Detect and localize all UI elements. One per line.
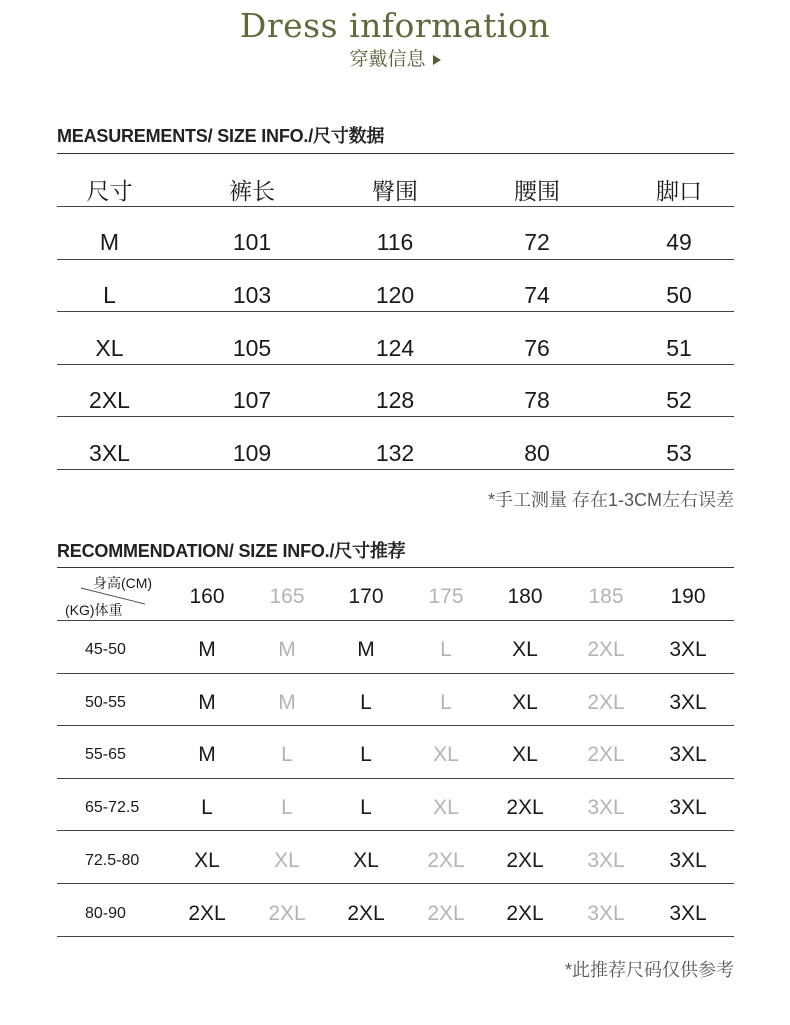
size-cell: 2XL [347, 902, 385, 925]
table-row [57, 322, 734, 374]
row-divider [57, 883, 734, 884]
height-axis-label: 身高(CM) [93, 575, 153, 591]
value-cell: 49 [666, 228, 692, 255]
size-cell: M [198, 691, 216, 714]
size-cell: L [281, 743, 293, 766]
value-cell: 78 [524, 386, 550, 413]
size-cell: 2XL [89, 386, 130, 413]
value-cell: 120 [375, 281, 415, 308]
size-cell: 3XL [587, 849, 625, 872]
value-cell: 128 [375, 386, 415, 413]
table-row [57, 782, 734, 834]
size-cell: 2XL [427, 849, 465, 872]
size-cell: L [201, 796, 213, 819]
size-cell: 3XL [669, 796, 707, 819]
size-cell: XL [353, 849, 379, 872]
size-cell: M [99, 228, 120, 255]
weight-cell: 45-50 [85, 641, 126, 658]
size-cell: 3XL [89, 439, 130, 466]
value-cell: 72 [524, 228, 550, 255]
size-cell: 2XL [587, 743, 625, 766]
column-header: 脚口 [656, 177, 702, 204]
table-row [57, 427, 734, 479]
size-cell: 3XL [669, 902, 707, 925]
size-cell: 2XL [188, 902, 226, 925]
row-divider [57, 364, 734, 365]
value-cell: 109 [232, 439, 272, 466]
value-cell: 80 [524, 439, 550, 466]
size-cell: M [198, 743, 216, 766]
size-cell: XL [433, 796, 459, 819]
row-divider [57, 620, 734, 621]
size-cell: XL [274, 849, 300, 872]
measurements-note: *手工测量 存在1-3CM左右误差 [487, 490, 734, 510]
height-header: 180 [507, 585, 543, 608]
value-cell: 76 [524, 334, 550, 361]
size-cell: XL [95, 334, 124, 361]
size-cell: 2XL [427, 902, 465, 925]
weight-cell: 65-72.5 [85, 799, 140, 816]
size-cell: 2XL [587, 691, 625, 714]
value-cell: 52 [666, 386, 692, 413]
recommendation-header-row [57, 570, 734, 624]
size-cell: L [281, 796, 293, 819]
column-header: 臀围 [372, 177, 418, 204]
value-cell: 124 [375, 334, 415, 361]
size-cell: XL [512, 691, 538, 714]
height-header: 160 [189, 585, 225, 608]
row-divider [57, 673, 734, 674]
row-divider [57, 936, 734, 937]
row-divider [57, 469, 734, 470]
size-cell: XL [433, 743, 459, 766]
size-cell: L [440, 638, 452, 661]
size-cell: M [357, 638, 375, 661]
size-cell: 3XL [587, 902, 625, 925]
measurements-top-rule [57, 153, 734, 154]
size-cell: 2XL [506, 796, 544, 819]
size-cell: 2XL [587, 638, 625, 661]
row-divider [57, 259, 734, 260]
size-cell: XL [512, 638, 538, 661]
value-cell: 105 [232, 334, 272, 361]
row-divider [57, 778, 734, 779]
row-divider [57, 830, 734, 831]
size-cell: 3XL [669, 691, 707, 714]
table-row [57, 624, 734, 676]
table-row [57, 888, 734, 940]
recommendation-top-rule [57, 567, 734, 568]
table-row [57, 835, 734, 887]
height-header: 165 [269, 585, 305, 608]
height-header: 185 [588, 585, 624, 608]
measurements-header-row [57, 163, 734, 215]
weight-cell: 55-65 [85, 746, 126, 763]
weight-cell: 50-55 [85, 694, 126, 711]
row-divider [57, 725, 734, 726]
size-cell: 3XL [587, 796, 625, 819]
size-cell: M [278, 638, 296, 661]
recommendation-note: *此推荐尺码仅供参考 [564, 960, 734, 980]
size-cell: L [360, 796, 372, 819]
value-cell: 101 [232, 228, 272, 255]
size-cell: 2XL [268, 902, 306, 925]
subtitle-text: 穿戴信息 [349, 49, 426, 70]
table-row [57, 729, 734, 781]
size-cell: 3XL [669, 743, 707, 766]
size-cell: L [440, 691, 452, 714]
table-row [57, 374, 734, 426]
column-header: 尺寸 [86, 177, 133, 204]
size-cell: M [198, 638, 216, 661]
value-cell: 107 [232, 386, 272, 413]
recommendation-title: RECOMMENDATION/ SIZE INFO./尺寸推荐 [57, 541, 406, 561]
row-divider [57, 416, 734, 417]
column-header: 腰围 [514, 177, 560, 204]
size-cell: 3XL [669, 638, 707, 661]
value-cell: 74 [524, 281, 550, 308]
size-cell: 2XL [506, 849, 544, 872]
value-cell: 51 [666, 334, 692, 361]
table-row [57, 269, 734, 321]
value-cell: 50 [666, 281, 692, 308]
row-divider [57, 311, 734, 312]
size-cell: L [360, 691, 372, 714]
weight-cell: 80-90 [85, 905, 126, 922]
play-arrow-icon [433, 55, 441, 65]
page-title: Dress information [239, 6, 551, 45]
size-cell: 2XL [506, 902, 544, 925]
height-header: 190 [670, 585, 706, 608]
table-row [57, 677, 734, 729]
value-cell: 132 [375, 439, 415, 466]
size-cell: M [278, 691, 296, 714]
measurements-title: MEASUREMENTS/ SIZE INFO./尺寸数据 [57, 126, 385, 146]
size-cell: L [103, 281, 116, 308]
value-cell: 103 [232, 281, 272, 308]
weight-cell: 72.5-80 [85, 852, 140, 869]
size-cell: XL [194, 849, 220, 872]
weight-axis-label: (KG)体重 [65, 602, 123, 618]
size-cell: L [360, 743, 372, 766]
value-cell: 53 [666, 439, 692, 466]
value-cell: 116 [376, 228, 414, 255]
height-header: 175 [428, 585, 464, 608]
size-cell: 3XL [669, 849, 707, 872]
column-header: 裤长 [229, 177, 275, 204]
table-row [57, 216, 734, 268]
height-header: 170 [348, 585, 384, 608]
size-cell: XL [512, 743, 538, 766]
page-subtitle [0, 44, 790, 71]
row-divider [57, 206, 734, 207]
